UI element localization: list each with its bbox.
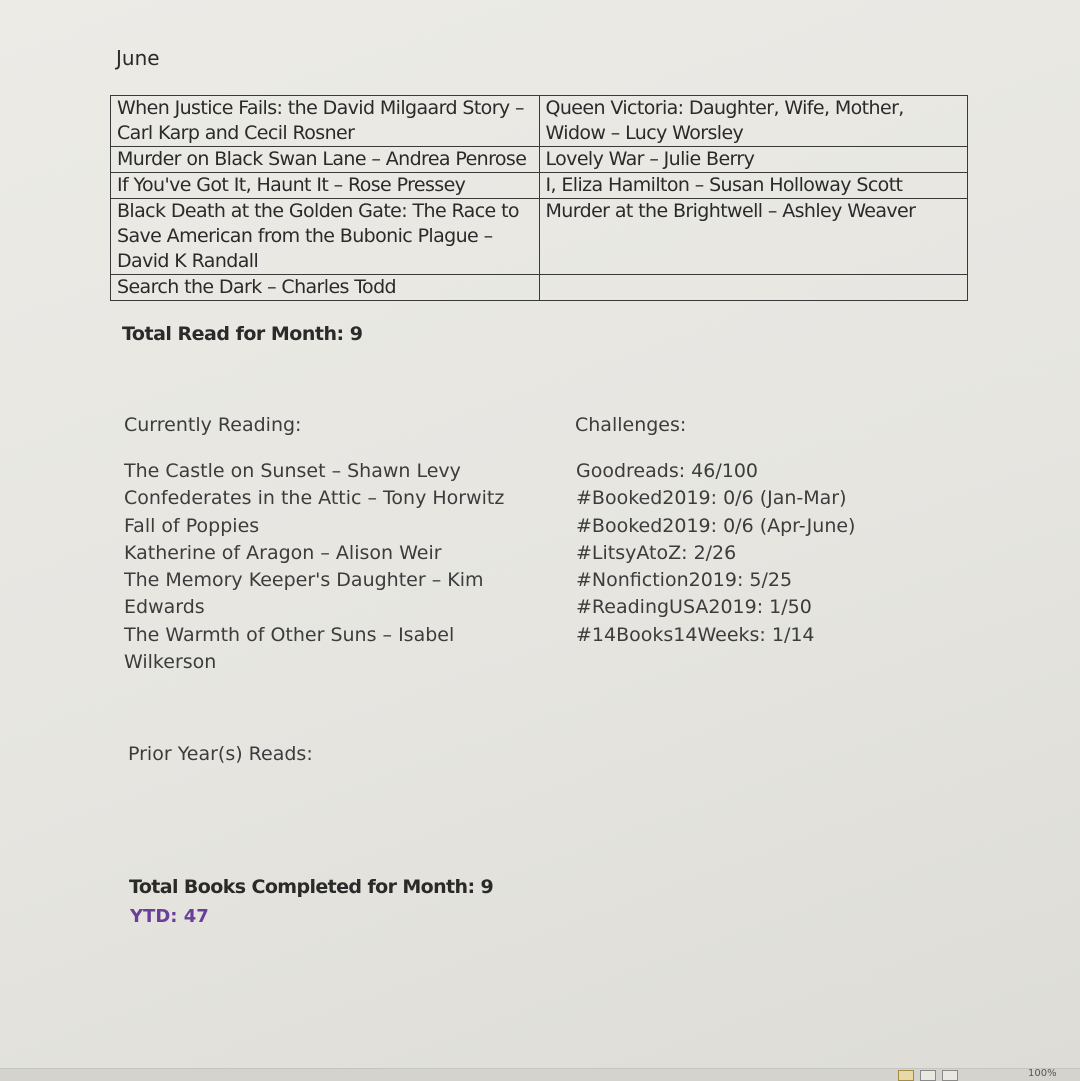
table-cell: When Justice Fails: the David Milgaard Story – Carl Karp and Cecil Rosner [111,96,540,147]
table-row [111,173,968,199]
list-item: #Nonfiction2019: 5/25 [576,569,793,592]
books-read-table [110,95,968,301]
list-item: Confederates in the Attic – Tony Horwitz [124,487,505,510]
table-cell: Queen Victoria: Daughter, Wife, Mother, Widow – Lucy Worsley [539,96,968,147]
table-row [111,96,968,147]
list-item: Fall of Poppies [124,514,260,537]
table-row [111,199,968,275]
table-cell: Murder at the Brightwell – Ashley Weaver [539,199,968,275]
list-item: The Castle on Sunset – Shawn Levy [124,460,461,482]
table-cell: If You've Got It, Haunt It – Rose Pressey [111,173,540,199]
total-read-for-month: Total Read for Month: 9 [122,323,363,345]
currently-reading-heading: Currently Reading: [124,414,302,436]
challenges-heading: Challenges: [575,414,687,436]
table-cell: Black Death at the Golden Gate: The Race to Save American from the Bubonic Plague – David K Randall [111,199,540,275]
prior-year-reads-heading: Prior Year(s) Reads: [128,743,313,765]
list-item: #Booked2019: 0/6 (Apr-June) [576,514,856,537]
total-books-completed: Total Books Completed for Month: 9 [129,876,494,898]
list-item: Katherine of Aragon – Alison Weir [124,541,442,564]
table-row [111,147,968,173]
table-cell: Murder on Black Swan Lane – Andrea Penrose [111,147,540,173]
list-item: #14Books14Weeks: 1/14 [576,623,815,646]
table-cell: Lovely War – Julie Berry [539,147,968,173]
list-item: The Warmth of Other Suns – Isabel Wilkerson [124,623,455,674]
print-layout-view-icon[interactable] [898,1070,914,1081]
challenges-list [576,458,996,649]
list-item: #ReadingUSA2019: 1/50 [576,596,812,619]
table-row [111,275,968,301]
list-item: #LitsyAtoZ: 2/26 [576,541,737,564]
ytd-count: YTD: 47 [130,906,209,927]
table-cell: Search the Dark – Charles Todd [111,275,540,301]
table-cell [539,275,968,301]
month-title: June [116,46,160,70]
list-item: Goodreads: 46/100 [576,460,759,482]
web-layout-view-icon[interactable] [942,1070,958,1081]
zoom-level[interactable]: 100% [1028,1068,1057,1079]
view-buttons [898,1070,958,1081]
read-mode-view-icon[interactable] [920,1070,936,1081]
list-item: The Memory Keeper's Daughter – Kim Edwards [124,569,484,619]
table-cell: I, Eliza Hamilton – Susan Holloway Scott [539,173,968,199]
list-item: #Booked2019: 0/6 (Jan-Mar) [576,487,847,510]
currently-reading-list [124,458,544,676]
